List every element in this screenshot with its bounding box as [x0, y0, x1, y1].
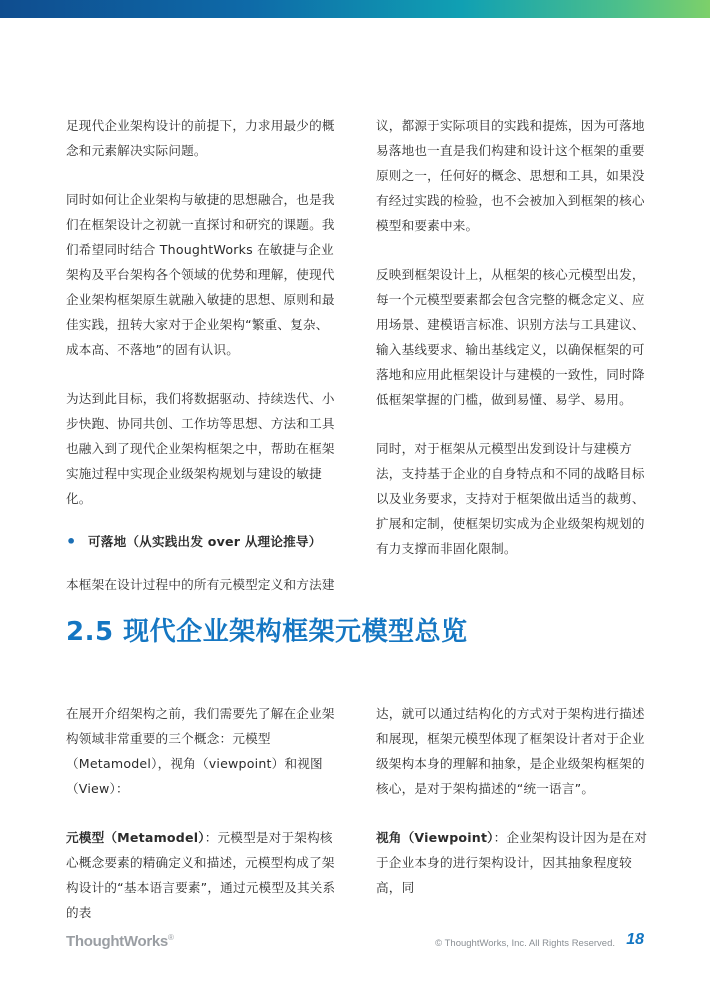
page-number: 18 [626, 931, 644, 948]
paragraph [66, 825, 340, 925]
paragraph: 达，就可以通过结构化的方式对于架构进行描述和展现，框架元模型体现了框架设计者对于企业级架构本身的理解和抽象，是企业级架构框架的核心，是对于架构描述的“统一语言”。 [376, 706, 645, 796]
column-bottom-left [66, 701, 340, 949]
paragraph: 本框架在设计过程中的所有元模型定义和方法建 [66, 577, 335, 592]
term-definition: ：元模型是对于架构核心概念要素的精确定义和描述，元模型构成了架构设计的“基本语言要素”，通过元模型及其关系的表 [66, 830, 336, 920]
column-bottom-right [376, 701, 648, 924]
paragraph: 同时，对于框架从元模型出发到设计与建模方法，支持基于企业的自身特点和不同的战略目标以及业务要求，支持对于框架做出适当的裁剪、扩展和定制，使框架切实成为企业级架构规划的有力支撑而非固化限制。 [376, 441, 645, 556]
term-metamodel: 元模型（Metamodel） [66, 830, 205, 845]
column-top-right [376, 113, 648, 585]
thoughtworks-logo [66, 933, 174, 950]
bullet-icon: • [66, 532, 77, 551]
logo-text: ThoughtWorks [66, 933, 168, 950]
bullet-item [66, 529, 340, 554]
header-gradient-bar [0, 0, 710, 18]
bullet-text: 可落地（从实践出发 over 从理论推导） [88, 534, 322, 549]
paragraph: 足现代企业架构设计的前提下，力求用最少的概念和元素解决实际问题。 [66, 118, 335, 158]
section-heading: 2.5 现代企业架构框架元模型总览 [66, 617, 468, 647]
paragraph: 同时如何让企业架构与敏捷的思想融合，也是我们在框架设计之初就一直探讨和研究的课题。我们希望同时结合 ThoughtWorks 在敏捷与企业架构及平台架构各个领域的优势和理解，使现代企业架构框架原生就融入敏捷的思想、原则和最佳实践，扭转大家对于企业架构“繁重、复杂、成本高、不落地”的固有认识。 [66, 192, 335, 357]
column-top-left [66, 113, 340, 621]
paragraph: 议，都源于实际项目的实践和提炼，因为可落地易落地也一直是我们构建和设计这个框架的重要原则之一，任何好的概念、思想和工具，如果没有经过实践的检验，也不会被加入到框架的核心模型和要素中来。 [376, 118, 645, 233]
copyright-text: © ThoughtWorks, Inc. All Rights Reserved. [435, 938, 615, 949]
paragraph: 反映到框架设计上，从框架的核心元模型出发，每一个元模型要素都会包含完整的概念定义、应用场景、建模语言标准、识别方法与工具建议、输入基线要求、输出基线定义，以确保框架的可落地和应用此框架设计与建模的一致性，同时降低框架掌握的门槛，做到易懂、易学、易用。 [376, 267, 645, 407]
term-definition: ：企业架构设计因为是在对于企业本身的进行架构设计，因其抽象程度较高，同 [376, 830, 648, 895]
paragraph [376, 825, 648, 900]
trademark-mark: ® [167, 933, 174, 942]
term-viewpoint: 视角（Viewpoint） [376, 830, 494, 845]
paragraph: 为达到此目标，我们将数据驱动、持续迭代、小步快跑、协同共创、工作坊等思想、方法和工具也融入到了现代企业架构框架之中，帮助在框架实施过程中实现企业级架构规划与建设的敏捷化。 [66, 391, 335, 506]
paragraph: 在展开介绍架构之前，我们需要先了解在企业架构领域非常重要的三个概念：元模型（Metamodel），视角（viewpoint）和视图（View）： [66, 706, 335, 796]
